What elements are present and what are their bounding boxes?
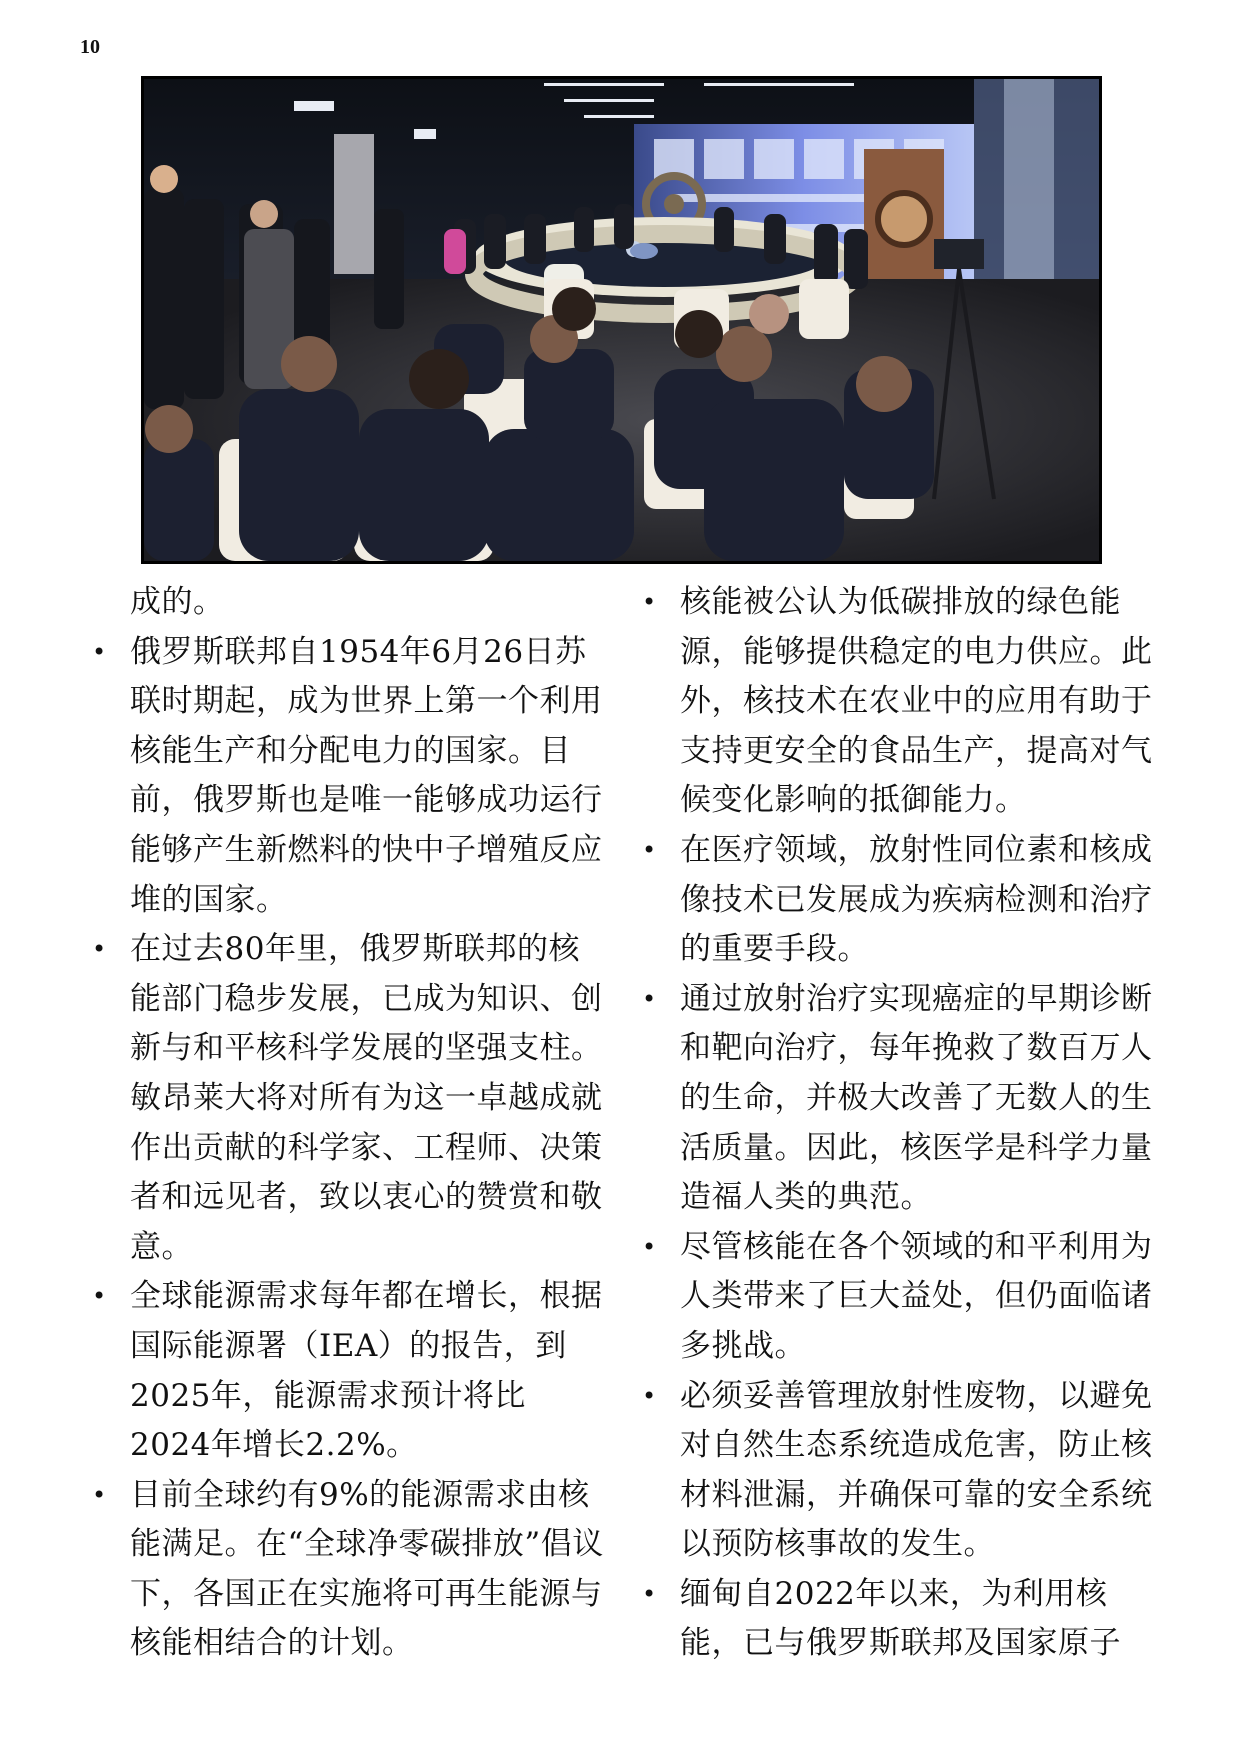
list-item-text: 在过去80年里，俄罗斯联邦的核能部门稳步发展，已成为知识、创新与和平核科学发展的坚强支柱。敏昂莱大将对所有为这一卓越成就作出贡献的科学家、工程师、决策者和远见者，致以衷心的赞赏和敬意。 bbox=[130, 931, 603, 1265]
list-item bbox=[86, 628, 606, 926]
continuation-paragraph bbox=[86, 578, 606, 628]
left-column bbox=[86, 578, 606, 1669]
list-item bbox=[636, 826, 1156, 975]
continuation-text: 成的。 bbox=[130, 584, 225, 620]
bullet-icon: • bbox=[642, 835, 657, 864]
list-item-text: 尽管核能在各个领域的和平利用为人类带来了巨大益处，但仍面临诸多挑战。 bbox=[680, 1228, 1153, 1364]
list-item-text: 核能被公认为低碳排放的绿色能源，能够提供稳定的电力供应。此外，核技术在农业中的应用有助于支持更安全的食品生产，提高对气候变化影响的抵御能力。 bbox=[680, 584, 1153, 819]
bullet-icon: • bbox=[92, 935, 107, 964]
page-number: 10 bbox=[80, 36, 100, 58]
photo-roundtable-meeting-icon bbox=[144, 79, 1099, 561]
list-item-text: 必须妥善管理放射性废物，以避免对自然生态系统造成危害，防止核材料泄漏，并确保可靠的安全系统以预防核事故的发生。 bbox=[680, 1377, 1153, 1563]
bullet-icon: • bbox=[92, 637, 107, 666]
list-item bbox=[86, 1272, 606, 1470]
list-item bbox=[636, 1570, 1156, 1669]
list-item-text: 全球能源需求每年都在增长，根据国际能源署（IEA）的报告，到2025年，能源需求预计将比2024年增长2.2%。 bbox=[130, 1278, 603, 1464]
list-item bbox=[86, 925, 606, 1272]
bullet-icon: • bbox=[642, 984, 657, 1013]
bullet-icon: • bbox=[642, 1579, 657, 1608]
bullet-icon: • bbox=[92, 1282, 107, 1311]
bullet-icon: • bbox=[642, 1381, 657, 1410]
list-item-text: 在医疗领域，放射性同位素和核成像技术已发展成为疾病检测和治疗的重要手段。 bbox=[680, 831, 1153, 968]
bullet-icon: • bbox=[92, 1480, 107, 1509]
list-item bbox=[636, 975, 1156, 1223]
right-column bbox=[636, 578, 1156, 1669]
list-item bbox=[636, 1223, 1156, 1372]
list-item bbox=[86, 1471, 606, 1669]
bullet-icon: • bbox=[642, 588, 657, 616]
list-item-text: 通过放射治疗实现癌症的早期诊断和靶向治疗，每年挽救了数百万人的生命，并极大改善了无数人的生活质量。因此，核医学是科学力量造福人类的典范。 bbox=[680, 980, 1153, 1216]
list-item bbox=[636, 1372, 1156, 1570]
list-item-text: 缅甸自2022年以来，为利用核能，已与俄罗斯联邦及国家原子 bbox=[680, 1575, 1121, 1662]
list-item-text: 俄罗斯联邦自1954年6月26日苏联时期起，成为世界上第一个利用核能生产和分配电力的国家。目前，俄罗斯也是唯一能够成功运行能够产生新燃料的快中子增殖反应堆的国家。 bbox=[130, 633, 603, 918]
bullet-icon: • bbox=[642, 1232, 657, 1261]
meeting-photo bbox=[141, 76, 1102, 564]
list-item bbox=[636, 578, 1156, 826]
list-item-text: 目前全球约有9%的能源需求由核能满足。在“全球净零碳排放”倡议下，各国正在实施将可再生能源与核能相结合的计划。 bbox=[130, 1476, 604, 1662]
